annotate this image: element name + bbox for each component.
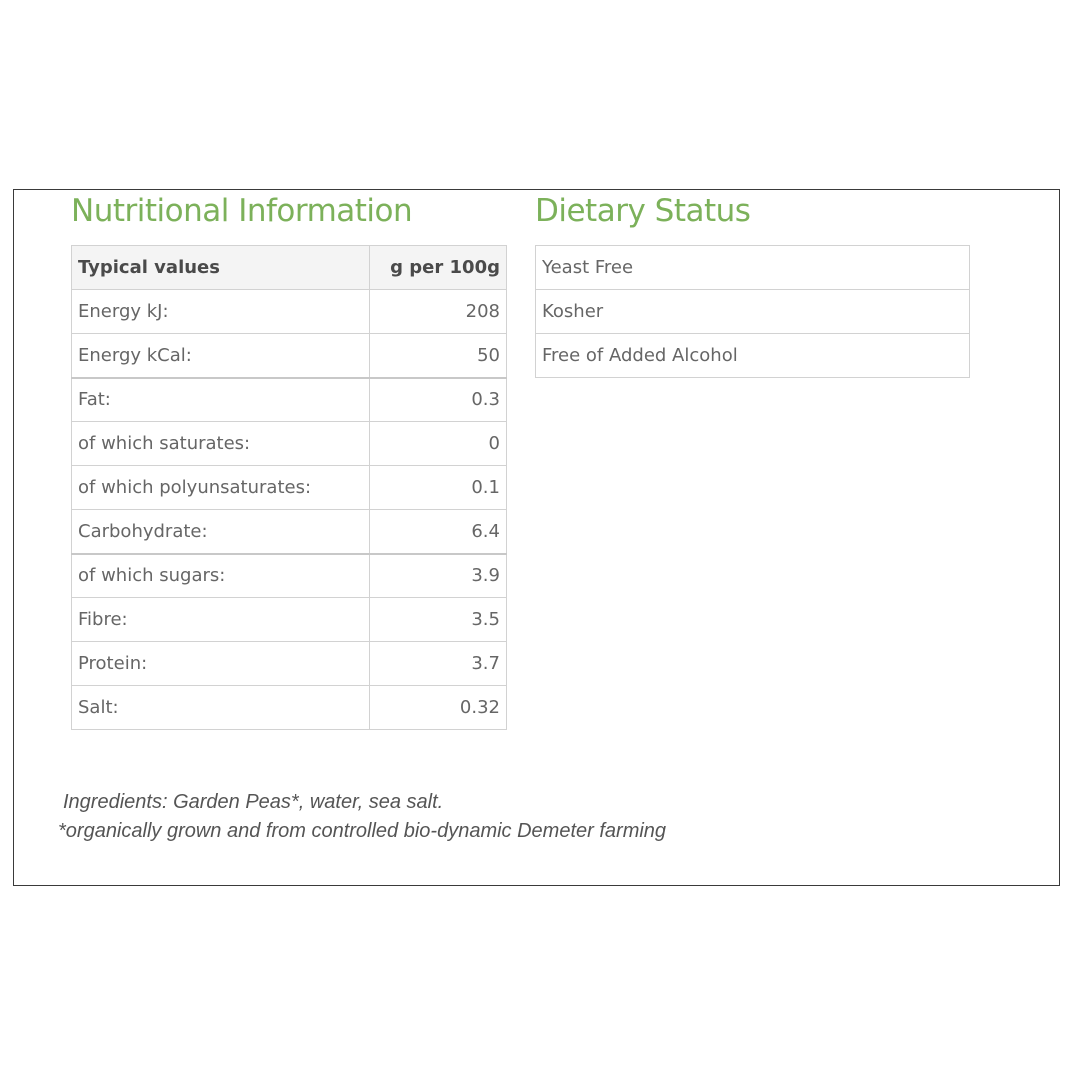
nutrient-value: 0.32	[370, 686, 507, 730]
nutrient-value: 208	[370, 290, 507, 334]
table-row	[72, 554, 507, 598]
nutrition-table	[71, 245, 507, 730]
nutrient-label: Energy kCal:	[72, 334, 370, 378]
nutrient-label: Fat:	[72, 378, 370, 422]
column-header-typical-values: Typical values	[72, 246, 370, 290]
nutrient-label: of which sugars:	[72, 554, 370, 598]
nutrient-value: 50	[370, 334, 507, 378]
dietary-status-table	[535, 245, 970, 378]
nutrient-label: Salt:	[72, 686, 370, 730]
nutrient-value: 0.1	[370, 466, 507, 510]
ingredients-block	[58, 788, 666, 846]
table-row	[72, 598, 507, 642]
ingredients-footnote: *organically grown and from controlled bio-dynamic Demeter farming	[58, 820, 667, 842]
list-item	[536, 246, 970, 290]
table-row	[72, 466, 507, 510]
table-row	[72, 422, 507, 466]
table-row	[72, 334, 507, 378]
dietary-status-title: Dietary Status	[535, 193, 751, 229]
nutrient-value: 3.5	[370, 598, 507, 642]
table-row	[72, 378, 507, 422]
nutrient-label: Fibre:	[72, 598, 370, 642]
ingredients-text: Ingredients: Garden Peas*, water, sea salt.	[63, 791, 444, 813]
nutrient-label: Carbohydrate:	[72, 510, 370, 554]
dietary-item-label: Kosher	[536, 290, 970, 334]
nutritional-information-title: Nutritional Information	[71, 193, 413, 229]
nutrient-label: of which polyunsaturates:	[72, 466, 370, 510]
dietary-item-label: Yeast Free	[536, 246, 970, 290]
nutrient-label: Energy kJ:	[72, 290, 370, 334]
column-header-per-100g: g per 100g	[370, 246, 507, 290]
nutrient-label: Protein:	[72, 642, 370, 686]
nutrient-value: 6.4	[370, 510, 507, 554]
table-row	[72, 686, 507, 730]
list-item	[536, 334, 970, 378]
nutrient-label: of which saturates:	[72, 422, 370, 466]
table-row	[72, 642, 507, 686]
dietary-item-label: Free of Added Alcohol	[536, 334, 970, 378]
table-row	[72, 510, 507, 554]
nutrient-value: 0	[370, 422, 507, 466]
nutrient-value: 3.9	[370, 554, 507, 598]
table-header-row	[72, 246, 507, 290]
nutrient-value: 3.7	[370, 642, 507, 686]
table-row	[72, 290, 507, 334]
list-item	[536, 290, 970, 334]
nutrient-value: 0.3	[370, 378, 507, 422]
